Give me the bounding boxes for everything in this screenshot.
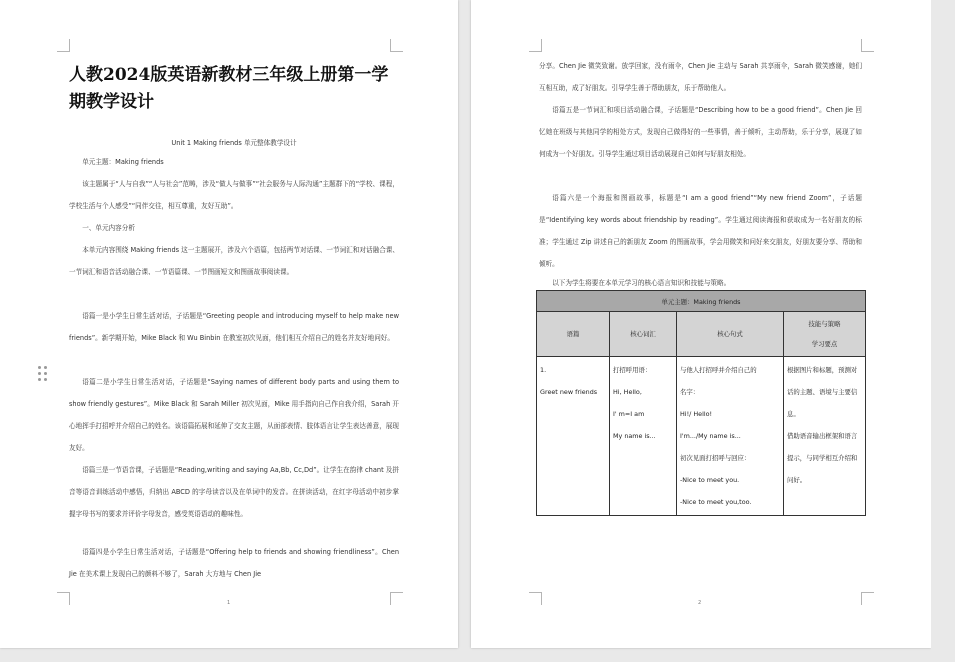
cell-line: 打招呼用语：	[613, 366, 652, 374]
table-title: 单元主题：Making friends	[537, 291, 866, 312]
column-header-skills-line1: 技能与策略	[808, 320, 841, 328]
cell-line: 名字：	[680, 388, 700, 396]
cell-line: Greet new friends	[540, 388, 598, 396]
cell-line: -Nice to meet you.	[680, 476, 740, 484]
drag-handle-icon[interactable]	[38, 366, 47, 382]
cell-line: 1.	[540, 366, 547, 374]
table-cell-sentences	[677, 357, 784, 516]
text5-paragraph: 语篇五是一节词汇和项目活动融合课，子话题是“Describing how to be a good friend”。Chen Jie 回忆她在班级与其他同学的相处方式，发现自己做得好的一些事情，善于倾听，主动帮助，乐于分享，展现了如何成为一个好朋友。引导学生通过项目活动展现自己如何与好朋友相处。	[539, 106, 862, 158]
text6-paragraph: 语篇六是一个海报和图画故事，标题是“I am a good friend”“My new friend Zoom”，子话题是“Identifying key words about friendship by reading”。学生通过阅读海报和获取成为一名好朋友的标准；学生通过 Zip 讲述自己的新朋友 Zoom 的图画故事，学会用微笑和问好来交朋友，好朋友要分享、帮助和倾听。	[539, 194, 862, 268]
page-number: 2	[698, 600, 702, 606]
cell-line: 借助语音输出框架和语言提示，与同学相互介绍和问好。	[787, 432, 858, 484]
table-cell-vocab	[610, 357, 677, 516]
cell-line: -Nice to meet you,too.	[680, 498, 752, 506]
cell-line: Hi!/ Hello!	[680, 410, 713, 418]
margin-corner-mark	[861, 39, 874, 52]
table-cell-text	[537, 357, 610, 516]
column-header-text: 语篇	[537, 312, 610, 357]
cell-line: My name is...	[613, 432, 656, 440]
text1-paragraph: 语篇一是小学生日常生活对话，子话题是“Greeting people and introducing myself to help make new friends”。新学期开始，Mike Black 和 Wu Binbin 在教室初次见面，他们相互介绍自己的姓名并友好地问好。	[69, 312, 399, 342]
continued-paragraph: 分享。Chen Jie 微笑致谢。放学回家，没有雨伞，Chen Jie 主动与 Sarah 共享雨伞，Sarah 微笑感谢，她们互相互助，成了好朋友。引导学生善于帮助朋友，乐于帮助他人。	[539, 62, 862, 92]
margin-corner-mark	[529, 39, 542, 52]
text2-paragraph: 语篇二是小学生日常生活对话，子话题是“Saying names of different body parts and using them to show friendly gestures”。Mike Black 和 Sarah Miller 初次见面，Mike 用手指向自己作自我介绍，Sarah 开心地挥手打招呼并介绍自己的姓名。该语篇拓展和延伸了交友主题，从面部表情、肢体语言让学生表达善意，展现友好。	[69, 378, 399, 452]
cell-line: I'm.../My name is...	[680, 432, 741, 440]
column-header-vocab: 核心词汇	[610, 312, 677, 357]
unit-subtitle: Unit 1 Making friends 单元整体教学设计	[171, 139, 297, 147]
margin-corner-mark	[57, 39, 70, 52]
cell-line: 根据图片和标题，预测对话的主题、语境与主要信息。	[787, 366, 858, 418]
document-page-1	[0, 0, 458, 648]
margin-corner-mark	[57, 592, 70, 605]
cell-line: Hi, Hello,	[613, 388, 642, 396]
table-intro-paragraph: 以下为学生将要在本单元学习的核心语言知识和技能与策略。	[552, 279, 731, 287]
window-background	[931, 0, 955, 662]
column-header-sentences: 核心句式	[677, 312, 784, 357]
cell-line: I' m=I am	[613, 410, 645, 418]
table-row	[537, 357, 866, 516]
unit-theme: 单元主题：Making friends	[82, 158, 164, 166]
table-cell-skills	[784, 357, 866, 516]
page-number: 1	[227, 600, 231, 606]
margin-corner-mark	[390, 592, 403, 605]
margin-corner-mark	[529, 592, 542, 605]
document-title: 人教2024版英语新教材三年级上册第一学期教学设计	[69, 65, 389, 112]
margin-corner-mark	[861, 592, 874, 605]
margin-corner-mark	[390, 39, 403, 52]
section-heading: 一、单元内容分析	[82, 224, 135, 232]
text4-paragraph: 语篇四是小学生日常生活对话，子话题是“Offering help to friends and showing friendliness”。Chen Jie 在美术课上发现自己的颜料不够了，Sarah 大方地与 Chen Jie	[69, 548, 399, 578]
intro-paragraph: 该主题属于“人与自我”“人与社会”范畴，涉及“做人与做事”“社会服务与人际沟通”主题群下的“学校、课程，学校生活与个人感受”“同伴交往，相互尊重，友好互助”。	[69, 180, 399, 210]
text3-paragraph: 语篇三是一节语音课，子话题是“Reading,writing and saying Aa,Bb, Cc,Dd”。让学生在韵律 chant 及拼音等语音训练活动中感悟，归纳出 ABCD 的字母读音以及在单词中的发音。在拼读活动，在红字母活动中初步掌握字母书写的要求并评价字母发音，感受英语语动的趣味性。	[69, 466, 399, 518]
cell-line: 初次见面打招呼与回应：	[680, 454, 751, 462]
cell-line: 与他人打招呼并介绍自己的	[680, 366, 757, 374]
column-header-skills	[784, 312, 866, 357]
column-header-skills-line2: 学习要点	[811, 340, 838, 348]
unit-summary-table	[536, 290, 866, 516]
content-paragraph: 本单元内容围绕 Making friends 这一主题展开，涉及六个语篇，包括两节对话课、一节词汇和对话融合课、一节词汇和语音活动融合课、一节语篇课、一节图画短文和图画故事阅读课。	[69, 246, 399, 276]
